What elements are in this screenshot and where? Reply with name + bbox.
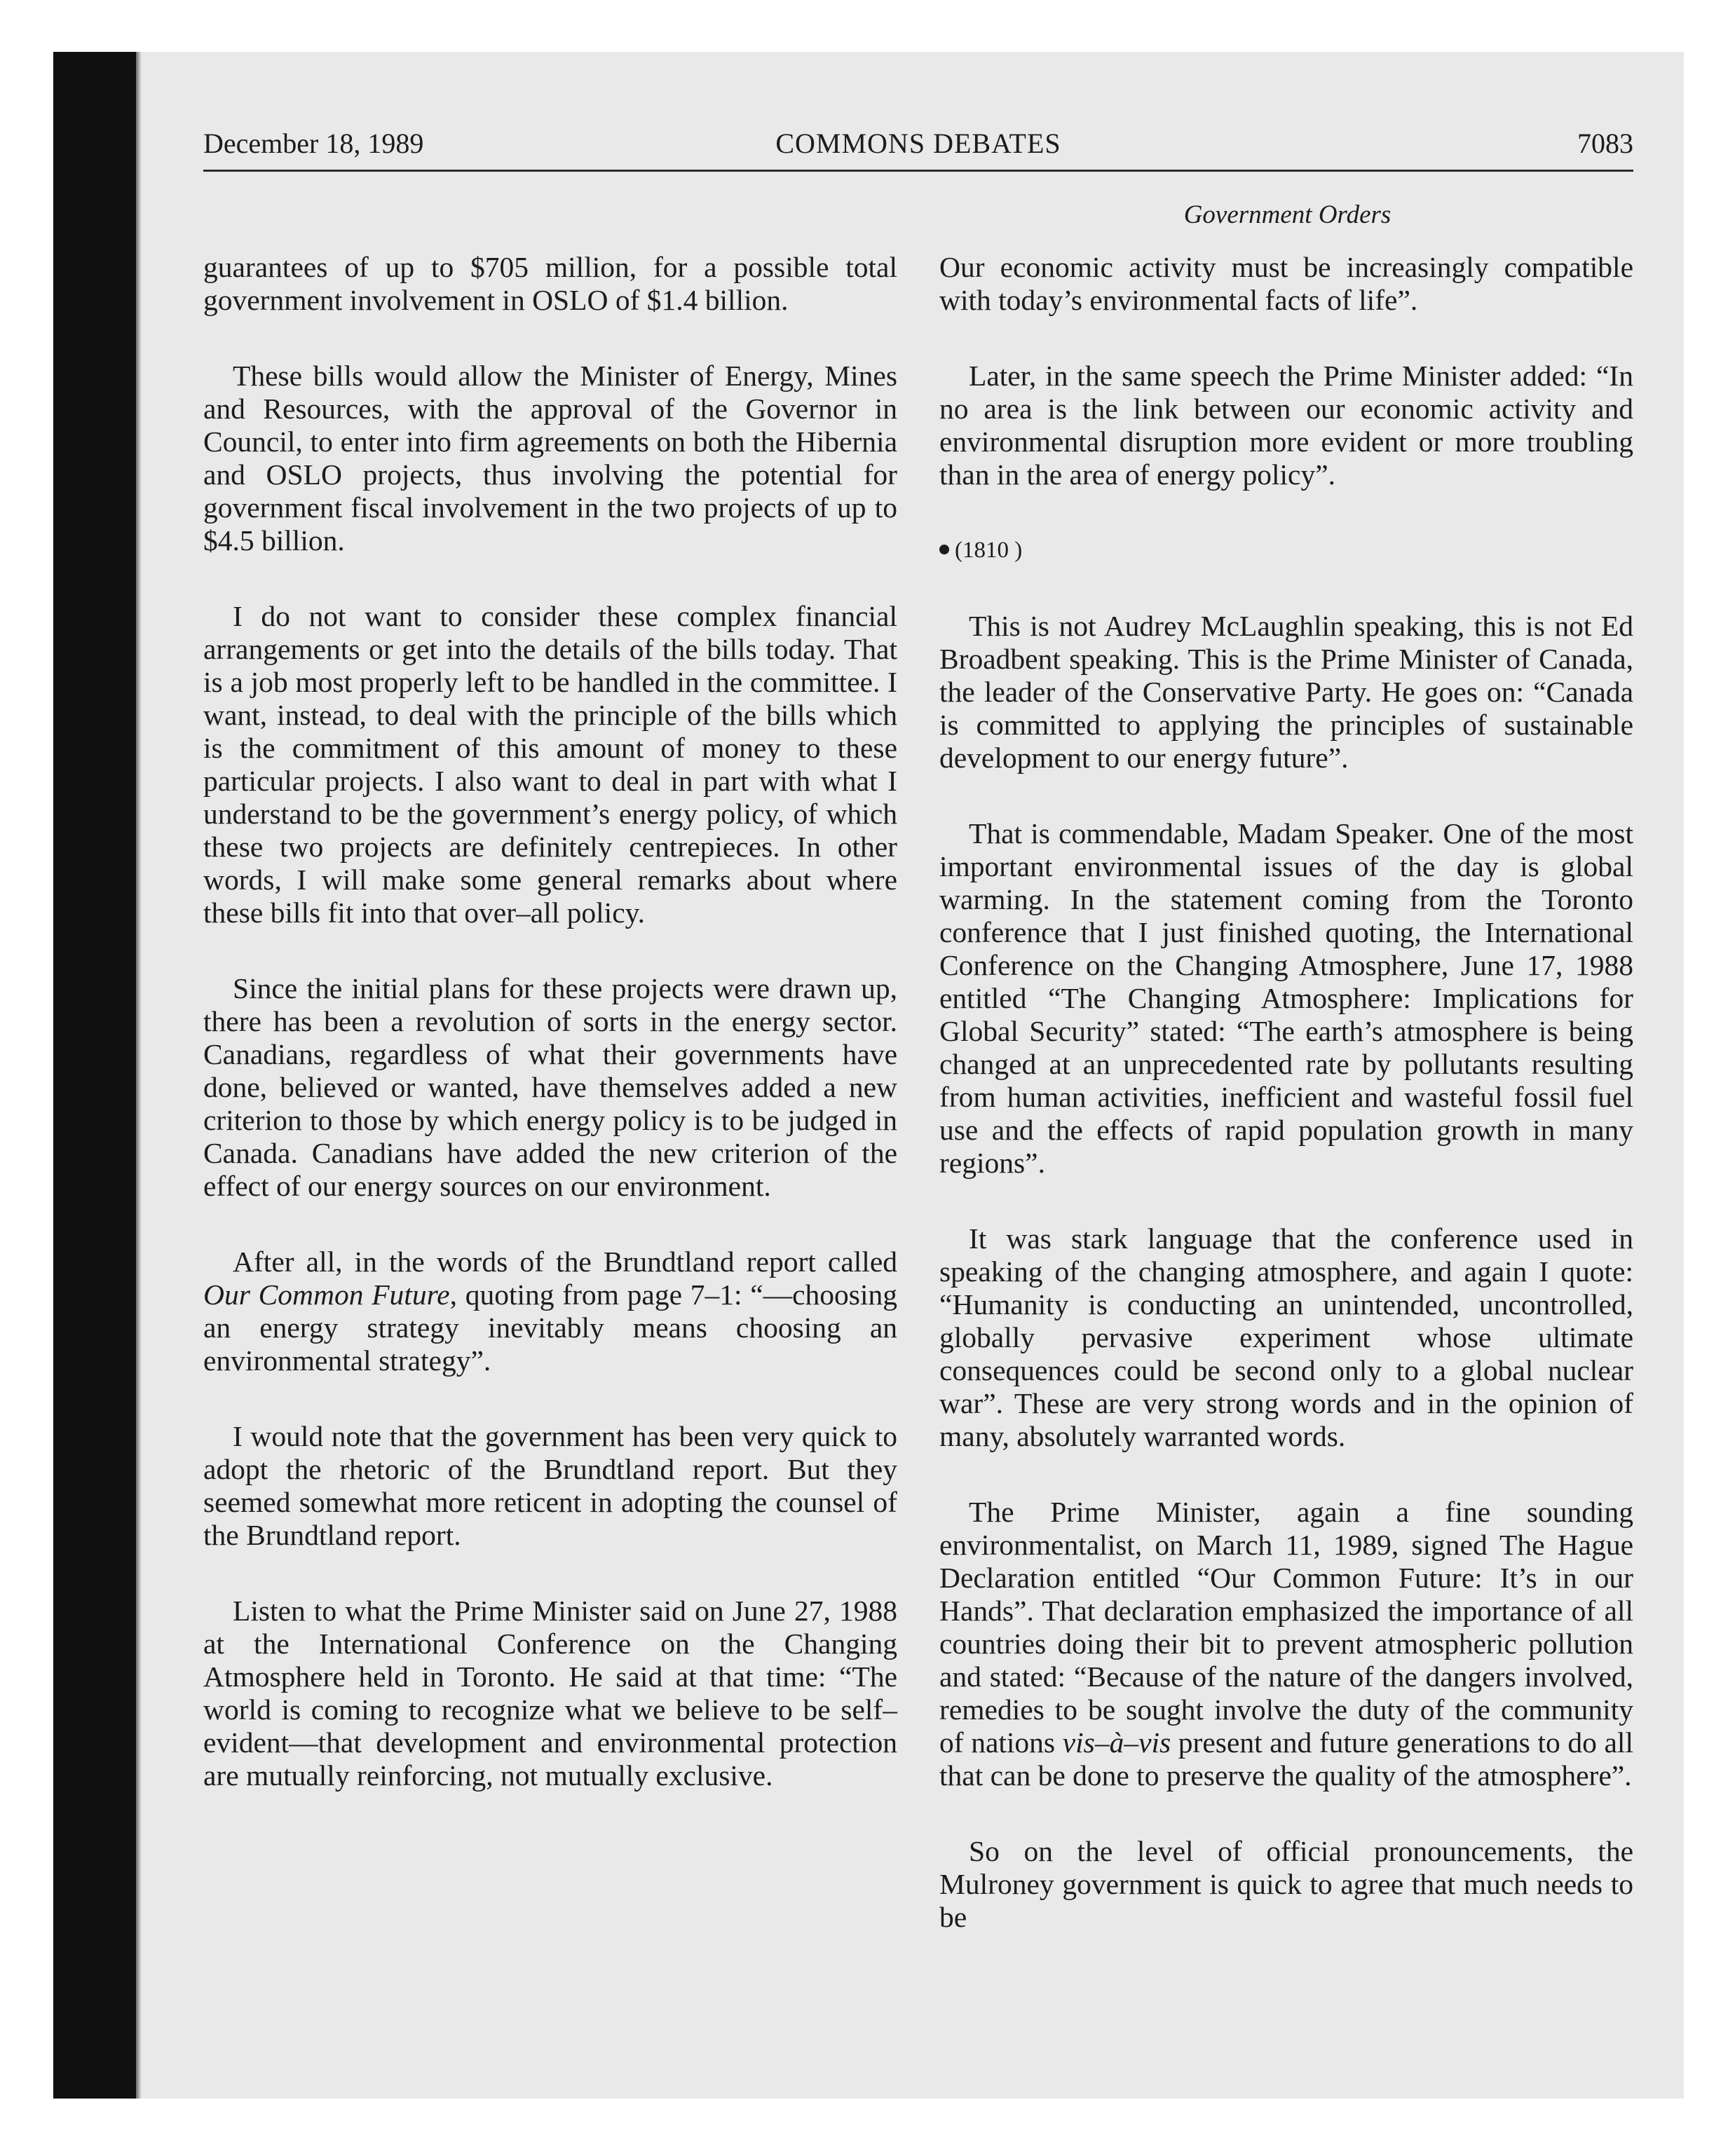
paragraph-text: , quoting from page 7–1: “—choosing an energy strategy inevitably means choosing an environmental strategy”. (203, 1278, 897, 1377)
section-heading: Government Orders (1183, 200, 1392, 229)
paragraph-text: The Prime Minister, again a fine sounding environmentalist, on March 11, 1989, signed The Hague Declaration entitled “Our Common Future: It’s in our Hands”. That declaration emphasized the importance of all countries doing their bit to prevent atmospheric pollution and stated: “Because of the nature of the dangers involved, remedies to be sought involve the duty of the community of nations (939, 1496, 1633, 1759)
paragraph: It was stark language that the conference used in speaking of the changing atmosphere, and again I quote: “Humanity is conducting an unintended, uncontrolled, globally pervasive experiment whose ultimate consequences could be second only to a global nuclear war”. These are very strong words and in the opinion of many, absolutely warranted words. (939, 1222, 1633, 1452)
bullet-icon (939, 545, 949, 554)
paragraph: I do not want to consider these complex financial arrangements or get into the details of the bills today. That is a job most properly left to be handled in the committee. I want, instead, to deal with the principle of the bills which is the commitment of this amount of money to these particular projects. I also want to deal in part with what I understand to be the government’s energy policy, of which these two projects are definitely centrepieces. In other words, I will make some general remarks about where these bills fit into that over–all policy. (203, 600, 897, 929)
paragraph: Later, in the same speech the Prime Minister added: “In no area is the link between our economic activity and environmental disruption more evident or more troubling than in the area of energy policy”. (939, 360, 1633, 491)
italic-phrase: vis–à–vis (1062, 1726, 1171, 1759)
header-publication-title: COMMONS DEBATES (775, 128, 1061, 159)
paragraph: These bills would allow the Minister of Energy, Mines and Resources, with the approval of the Governor in Council, to enter into firm agreements on both the Hibernia and OSLO projects, thus involving the potential for government fiscal involvement in the two projects of up to $4.5 billion. (203, 360, 897, 557)
paragraph: This is not Audrey McLaughlin speaking, this is not Ed Broadbent speaking. This is the Prime Minister of Canada, the leader of the Conservative Party. He goes on: “Canada is committed to applying the principles of sustainable development to our energy future”. (939, 610, 1633, 774)
header-rule (203, 170, 1633, 172)
running-header (203, 119, 1633, 168)
paragraph-text: After all, in the words of the Brundtland report called (233, 1246, 897, 1278)
binding-edge-gradient (136, 52, 142, 2099)
paragraph: That is commendable, Madam Speaker. One of the most important environmental issues of the day is global warming. In the statement coming from the Toronto conference that I just finished quoting, the International Conference on the Changing Atmosphere, June 17, 1988 entitled “The Changing Atmosphere: Implications for Global Security” stated: “The earth’s atmosphere is being changed at an unprecedented rate by pollutants resulting from human activities, inefficient and wasteful fossil fuel use and the effects of rapid population growth in many regions”. (939, 817, 1633, 1179)
paragraph-text: present and future generations to do all that can be done to preserve the quality of the atmosphere”. (939, 1726, 1633, 1792)
header-date: December 18, 1989 (203, 128, 424, 159)
paragraph: Our economic activity must be increasingly compatible with today’s environmental facts of life”. (939, 251, 1633, 316)
document-page (203, 119, 1633, 1933)
paragraph: guarantees of up to $705 million, for a possible total government involvement in OSLO of $1.4 billion. (203, 251, 897, 316)
time-stamp-text: (1810 ) (955, 538, 1023, 563)
left-column (203, 251, 897, 1835)
binding-edge-shadow (53, 52, 136, 2099)
paragraph: Since the initial plans for these projects were drawn up, there has been a revolution of sorts in the energy sector. Canadians, regardless of what their governments have done, believed or wanted, have themselves added a new criterion to those by which energy policy is to be judged in Canada. Canadians have added the new criterion of the effect of our energy sources on our environment. (203, 972, 897, 1202)
right-column (939, 251, 1633, 1977)
paragraph: I would note that the government has been very quick to adopt the rhetoric of the Brundtland report. But they seemed somewhat more reticent in adopting the counsel of the Brundtland report. (203, 1420, 897, 1551)
paragraph: Listen to what the Prime Minister said on June 27, 1988 at the International Conference on the Changing Atmosphere held in Toronto. He said at that time: “The world is coming to recognize what we believe to be self–evident—that development and environmental protection are mutually reinforcing, not mutually exclusive. (203, 1595, 897, 1792)
time-stamp (939, 534, 1633, 567)
paragraph (203, 1246, 897, 1377)
paragraph: So on the level of official pronouncements, the Mulroney government is quick to agree that much needs to be (939, 1835, 1633, 1933)
italic-title: Our Common Future (203, 1278, 450, 1311)
header-page-number: 7083 (1577, 128, 1633, 159)
paragraph (939, 1496, 1633, 1792)
